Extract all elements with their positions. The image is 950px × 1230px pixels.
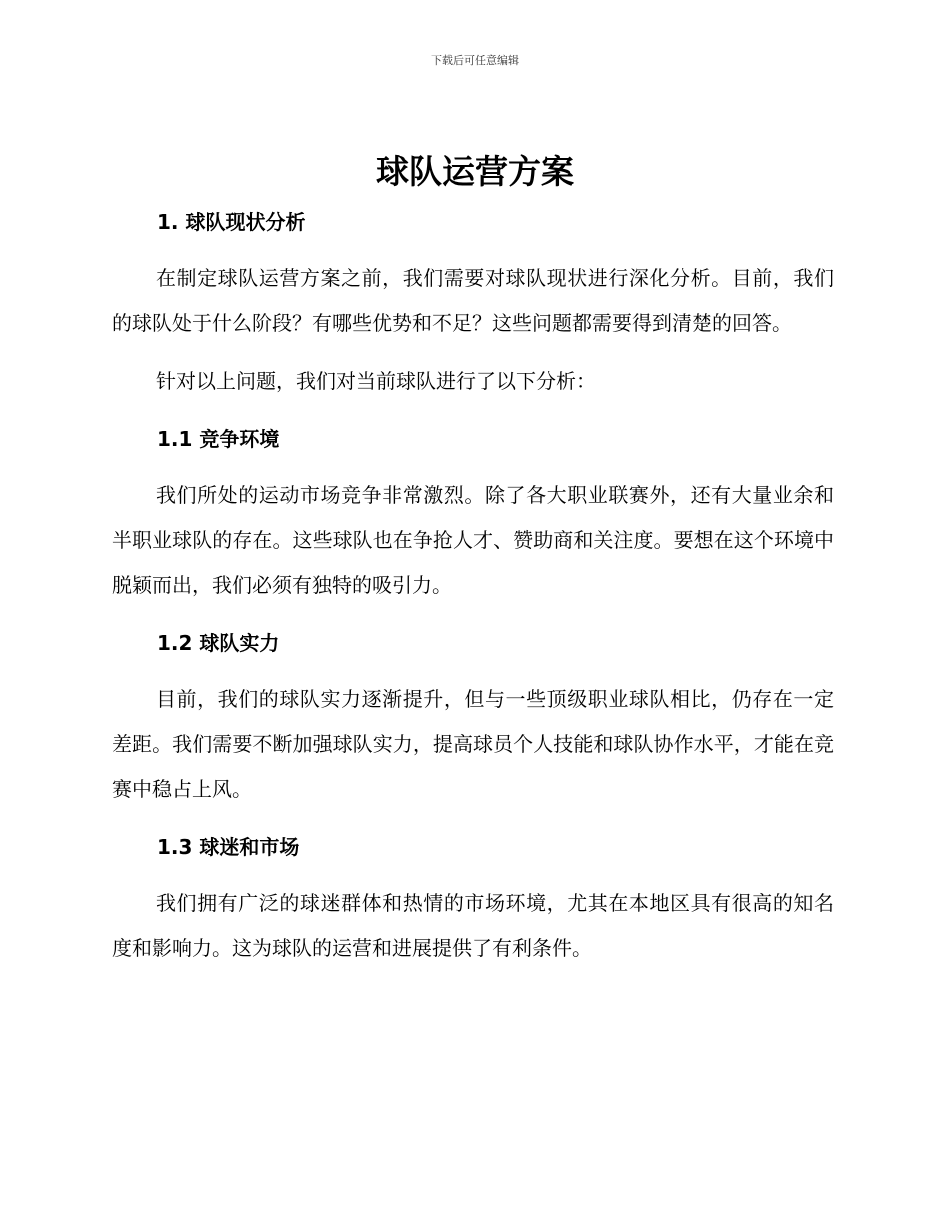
section-heading-1: 1. 球队现状分析 [157, 210, 306, 234]
document-title: 球队运营方案 [376, 152, 574, 191]
section-1-2-paragraph: 目前，我们的球队实力逐渐提升，但与一些顶级职业球队相比，仍存在一定差距。我们需要不断加强球队实力，提高球员个人技能和球队协作水平，才能在竞赛中稳占上风。 [112, 687, 834, 801]
document-body [112, 200, 834, 971]
section-heading-1-1: 1.1 竞争环境 [157, 427, 280, 451]
section-heading-1-3: 1.3 球迷和市场 [157, 835, 300, 859]
section-1-3-paragraph: 我们拥有广泛的球迷群体和热情的市场环境，尤其在本地区具有很高的知名度和影响力。这为球队的运营和进展提供了有利条件。 [112, 891, 834, 960]
section-1-paragraph-2: 针对以上问题，我们对当前球队进行了以下分析： [156, 369, 596, 393]
section-heading-1-2: 1.2 球队实力 [157, 631, 280, 655]
page-header-note: 下载后可任意编辑 [431, 54, 519, 67]
section-1-1-paragraph: 我们所处的运动市场竞争非常激烈。除了各大职业联赛外，还有大量业余和半职业球队的存在。这些球队也在争抢人才、赞助商和关注度。要想在这个环境中脱颖而出，我们必须有独特的吸引力。 [112, 483, 834, 597]
section-1-paragraph-1: 在制定球队运营方案之前，我们需要对球队现状进行深化分析。目前，我们的球队处于什么阶段？有哪些优势和不足？这些问题都需要得到清楚的回答。 [112, 266, 834, 335]
